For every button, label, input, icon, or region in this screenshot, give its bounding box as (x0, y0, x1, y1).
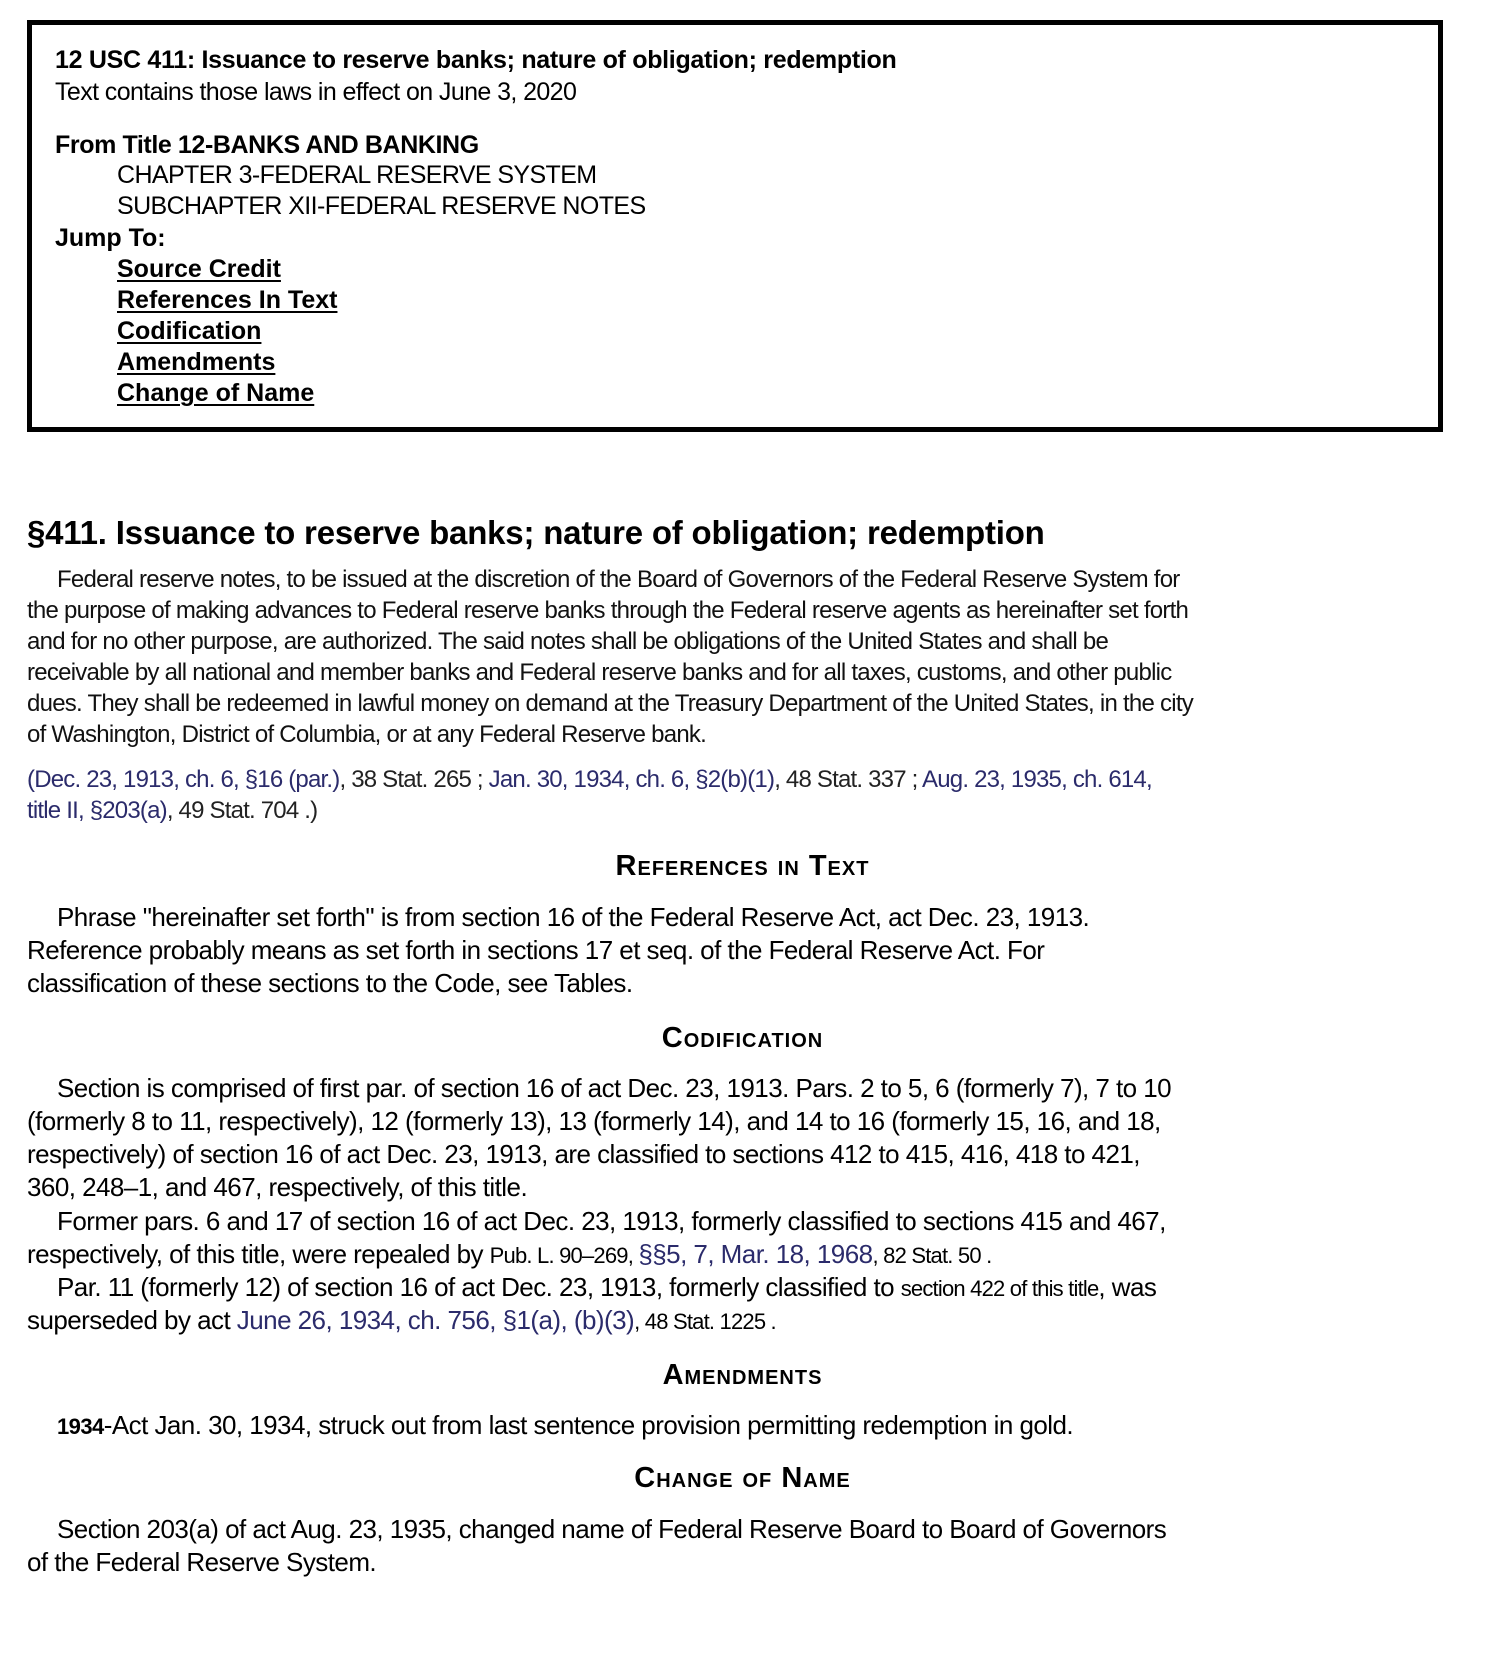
references-line: Phrase "hereinafter set forth" is from section 16 of the Federal Reserve Act, act Dec. 23, 1913. (57, 902, 1090, 932)
jump-link-codification[interactable]: Codification (117, 317, 262, 345)
section-title: §411. Issuance to reserve banks; nature of obligation; redemption (27, 514, 1045, 551)
amendment-year: 1934 (57, 1414, 104, 1439)
stat-ref: , 48 Stat. 337 ; (774, 766, 923, 793)
codification-line: respectively) of section 16 of act Dec. 23, 1913, are classified to sections 412 to 415, 416, 418 to 421, (27, 1139, 1140, 1169)
amendment-entry (57, 1410, 1073, 1441)
amendment-text: -Act Jan. 30, 1934, struck out from last sentence provision permitting redemption in gold. (103, 1410, 1074, 1440)
source-credit-line-2 (27, 797, 317, 825)
codification-line (27, 1305, 776, 1336)
document-title: 12 USC 411: Issuance to reserve banks; nature of obligation; redemption (55, 46, 897, 74)
references-in-text-heading: References in Text (615, 850, 870, 882)
codification-line: Section is comprised of first par. of section 16 of act Dec. 23, 1913. Pars. 2 to 5, 6 (formerly 7), 7 to 10 (57, 1073, 1172, 1103)
citation-link[interactable]: title II, §203(a) (27, 797, 167, 824)
text: Par. 11 (formerly 12) of section 16 of act Dec. 23, 1913, formerly classified to (57, 1272, 901, 1302)
source-credit-line-1 (27, 766, 1152, 794)
citation-link[interactable]: (Dec. 23, 1913, ch. 6, §16 (par.) (27, 766, 340, 793)
codification-line: Former pars. 6 and 17 of section 16 of act Dec. 23, 1913, formerly classified to sections 415 and 467, (57, 1206, 1166, 1236)
stat-ref: , 48 Stat. 1225 . (634, 1309, 776, 1334)
subchapter-label: SUBCHAPTER XII-FEDERAL RESERVE NOTES (117, 192, 646, 220)
stat-ref: , 49 Stat. 704 .) (166, 797, 318, 824)
references-line: classification of these sections to the Code, see Tables. (27, 968, 633, 998)
citation-link[interactable]: Jan. 30, 1934, ch. 6, §2(b)(1) (488, 766, 775, 793)
from-title: From Title 12-BANKS AND BANKING (55, 131, 479, 159)
citation-link[interactable]: June 26, 1934, ch. 756, §1(a), (b)(3) (236, 1305, 635, 1335)
stat-ref: , 38 Stat. 265 ; (339, 766, 489, 793)
section-body-line: and for no other purpose, are authorized. The said notes shall be obligations of the United States and shall be (27, 628, 1109, 655)
effective-date-note: Text contains those laws in effect on June 3, 2020 (55, 78, 577, 106)
change-of-name-line: of the Federal Reserve System. (27, 1547, 377, 1577)
section-body-line: Federal reserve notes, to be issued at the discretion of the Board of Governors of the Federal Reserve System for (57, 566, 1180, 593)
codification-line (27, 1272, 1156, 1303)
section-body-line: receivable by all national and member banks and Federal reserve banks and for all taxes, customs, and other public (27, 659, 1172, 686)
change-of-name-line: Section 203(a) of act Aug. 23, 1935, changed name of Federal Reserve Board to Board of Governors (57, 1514, 1167, 1544)
section-body-line: the purpose of making advances to Federal reserve banks through the Federal reserve agents as hereinafter set forth (27, 597, 1189, 624)
jump-link-amendments[interactable]: Amendments (117, 348, 276, 376)
text: , was (1098, 1272, 1157, 1302)
codification-heading: Codification (661, 1022, 824, 1054)
jump-to-label: Jump To: (55, 224, 166, 252)
stat-ref: , 82 Stat. 50 . (872, 1243, 992, 1268)
jump-link-source-credit[interactable]: Source Credit (117, 255, 281, 283)
codification-line: (formerly 8 to 11, respectively), 12 (formerly 13), 13 (formerly 14), and 14 to 16 (formerly 15, 16, and 18, (27, 1106, 1161, 1136)
references-line: Reference probably means as set forth in sections 17 et seq. of the Federal Reserve Act. For (27, 935, 1045, 965)
chapter-label: CHAPTER 3-FEDERAL RESERVE SYSTEM (117, 161, 597, 189)
codification-line: 360, 248–1, and 467, respectively, of this title. (27, 1172, 528, 1202)
jump-link-references-in-text[interactable]: References In Text (117, 286, 338, 314)
amendments-heading: Amendments (662, 1359, 823, 1391)
text: respectively, of this title, were repealed by (27, 1239, 490, 1269)
section-body-line: dues. They shall be redeemed in lawful money on demand at the Treasury Department of the United States, in the city (27, 690, 1194, 717)
change-of-name-heading: Change of Name (634, 1462, 851, 1494)
section-body-line: of Washington, District of Columbia, or at any Federal Reserve bank. (27, 721, 707, 748)
public-law-ref: Pub. L. 90–269, (489, 1243, 639, 1268)
citation-link[interactable]: Aug. 23, 1935, ch. 614, (922, 766, 1152, 793)
section-ref-link[interactable]: section 422 of this title (900, 1276, 1099, 1301)
text: superseded by act (27, 1305, 237, 1335)
citation-link[interactable]: §§5, 7, Mar. 18, 1968 (638, 1239, 873, 1269)
jump-link-change-of-name[interactable]: Change of Name (117, 379, 315, 407)
codification-line (27, 1239, 991, 1270)
